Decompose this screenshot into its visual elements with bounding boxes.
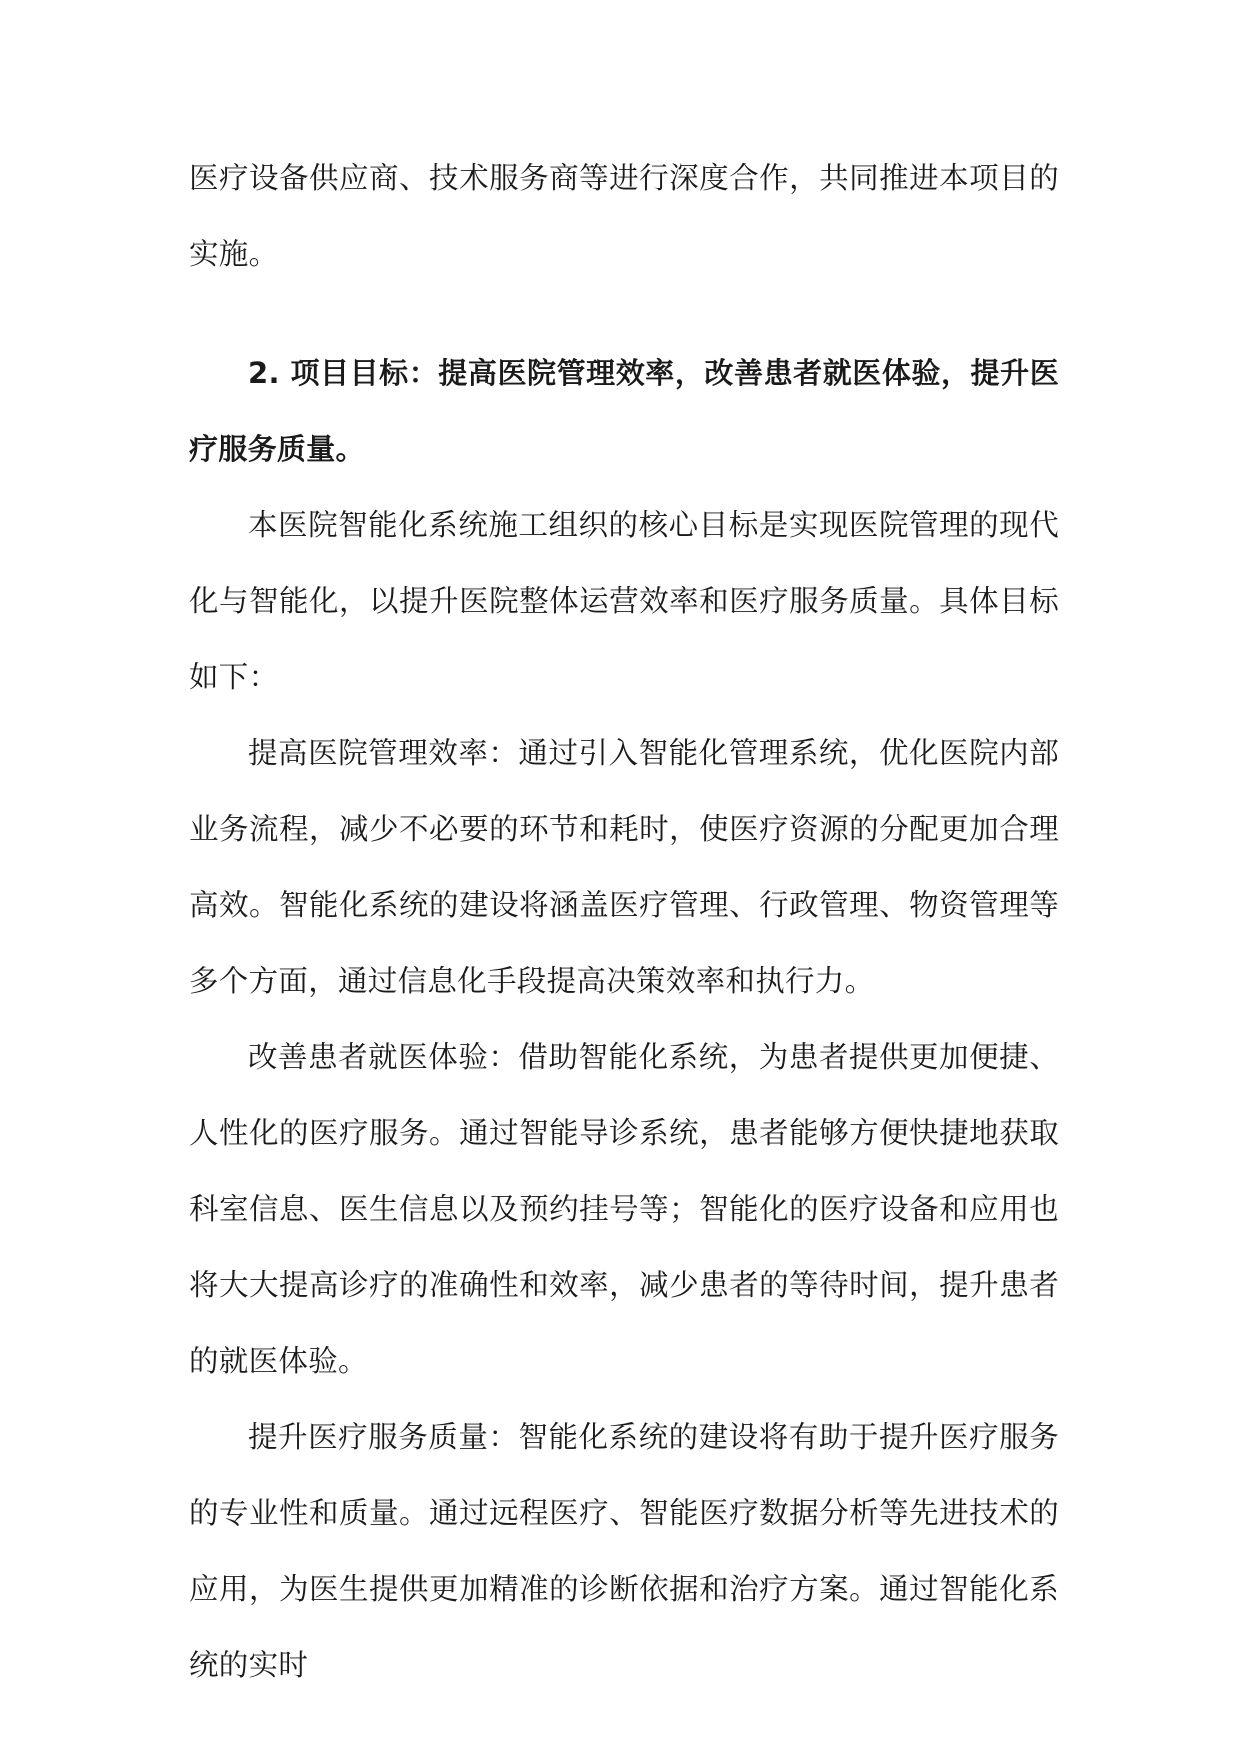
paragraph-management-efficiency: 提高医院管理效率：通过引入智能化管理系统，优化医院内部业务流程，减少不必要的环节和耗时，使医疗资源的分配更加合理高效。智能化系统的建设将涵盖医疗管理、行政管理、物资管理等多个方面，通过信息化手段提高决策效率和执行力。 [189,736,1059,998]
paragraph-continuation: 医疗设备供应商、技术服务商等进行深度合作，共同推进本项目的实施。 [189,161,1059,271]
document-page [189,140,1059,1703]
paragraph-service-quality: 提升医疗服务质量：智能化系统的建设将有助于提升医疗服务的专业性和质量。通过远程医疗、智能医疗数据分析等先进技术的应用，为医生提供更加精准的诊断依据和治疗方案。通过智能化系统的实时 [189,1420,1059,1682]
paragraph-intro: 本医院智能化系统施工组织的核心目标是实现医院管理的现代化与智能化，以提升医院整体运营效率和医疗服务质量。具体目标如下： [189,508,1059,694]
paragraph-patient-experience: 改善患者就医体验：借助智能化系统，为患者提供更加便捷、人性化的医疗服务。通过智能导诊系统，患者能够方便快捷地获取科室信息、医生信息以及预约挂号等；智能化的医疗设备和应用也将大大提高诊疗的准确性和效率，减少患者的等待时间，提升患者的就医体验。 [189,1040,1059,1378]
section-heading: 2. 项目目标：提高医院管理效率，改善患者就医体验，提升医疗服务质量。 [189,356,1059,466]
